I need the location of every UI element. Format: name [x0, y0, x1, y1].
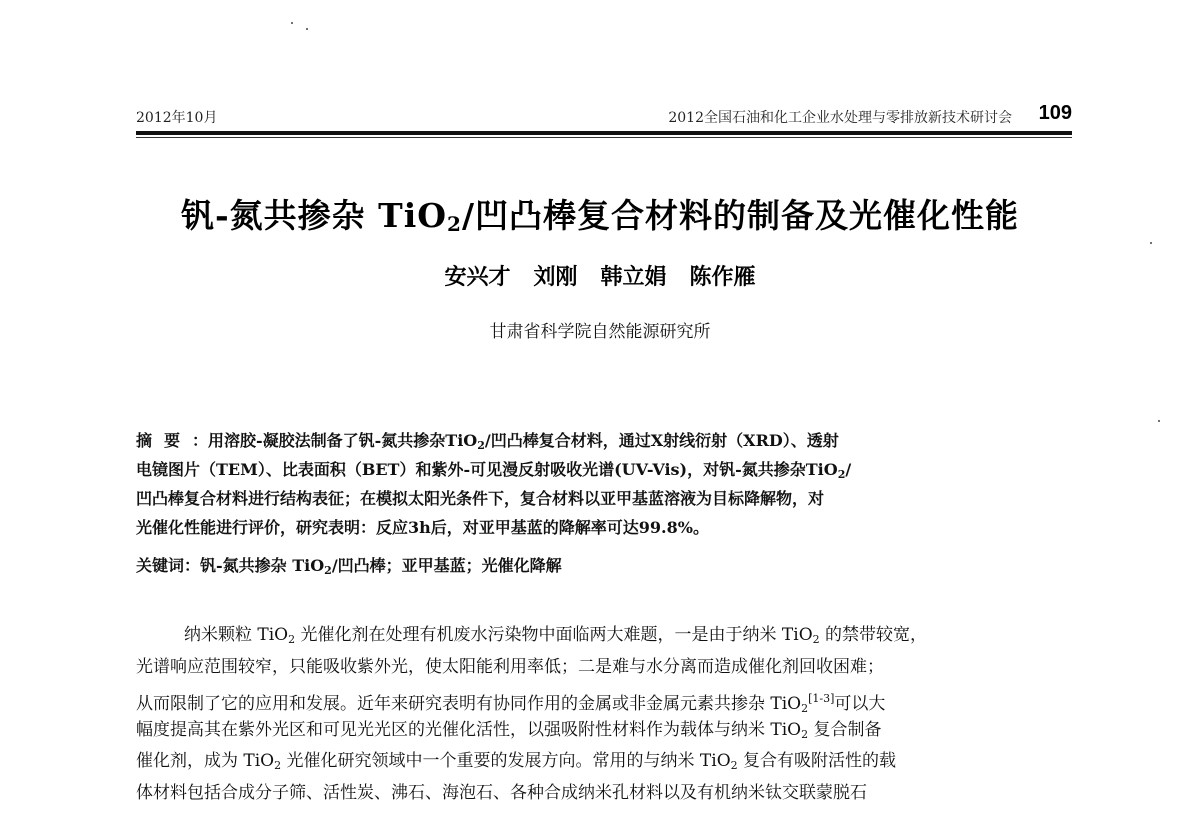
- header-rule-thin: [136, 137, 1072, 138]
- keywords-label: 关键词: [136, 556, 185, 575]
- abstract-line: 凹凸棒复合材料进行结构表征；在模拟太阳光条件下，复合材料以亚甲基蓝溶液为目标降解物，对: [136, 489, 825, 508]
- abstract-line: 电镜图片（TEM）、比表面积（BET）和紫外-可见漫反射吸收光谱(UV-Vis)，对钒-氮共掺杂TiO$_2$/: [136, 460, 852, 481]
- running-header: [136, 104, 1072, 128]
- abstract-line: 光催化性能进行评价，研究表明：反应3h后，对亚甲基蓝的降解率可达99.8%。: [136, 518, 709, 537]
- body-line: 光谱响应范围较窄，只能吸收紫外光，使太阳能利用率低；二是难与水分离而造成催化剂回收困难；: [136, 656, 884, 677]
- page-number: 109: [1038, 102, 1072, 124]
- paper-title: 钒-氮共掺杂 TiO$_2$/凹凸棒复合材料的制备及光催化性能: [180, 196, 1019, 236]
- citation-ref: [1-3]: [808, 692, 835, 705]
- scan-speck: [291, 22, 293, 24]
- body-line: 从而限制了它的应用和发展。近年来研究表明有协同作用的金属或非金属元素共掺杂 TiO$_2$[1-3]可以大: [136, 692, 886, 715]
- scan-speck: [1150, 242, 1152, 244]
- header-rule-thick: [136, 131, 1072, 135]
- body-line: 纳米颗粒 TiO$_2$ 光催化剂在处理有机废水污染物中面临两大难题，一是由于纳米 TiO$_2$ 的禁带较宽，: [184, 625, 928, 646]
- body-line: 体材料包括合成分子筛、活性炭、沸石、海泡石、各种合成纳米孔材料以及有机纳米钛交联蒙脱石: [136, 782, 867, 803]
- body-line: 幅度提高其在紫外光区和可见光光区的光催化活性，以强吸附性材料作为载体与纳米 TiO$_2$ 复合制备: [136, 719, 882, 741]
- author-name: 陈作雁: [689, 264, 756, 290]
- author-list: [0, 260, 1200, 291]
- affiliation: 甘肃省科学院自然能源研究所: [489, 322, 711, 342]
- abstract-label: 摘要: [136, 431, 193, 450]
- abstract: [136, 426, 1072, 542]
- scan-speck: [1158, 420, 1160, 422]
- author-name: 韩立娟: [600, 264, 667, 290]
- scan-speck: [306, 28, 308, 30]
- author-name: 刘刚: [533, 264, 578, 290]
- keywords: 关键词：钒-氮共掺杂 TiO$_2$/凹凸棒；亚甲基蓝；光催化降解: [136, 556, 562, 577]
- body-line: 催化剂，成为 TiO$_2$ 光催化研究领域中一个重要的发展方向。常用的与纳米 TiO$_2$ 复合有吸附活性的载: [136, 751, 897, 772]
- author-name: 安兴才: [444, 264, 511, 290]
- header-date: 2012年10月: [136, 110, 218, 126]
- body-text: [136, 620, 1072, 809]
- header-conference: 2012全国石油和化工企业水处理与零排放新技术研讨会: [668, 110, 1012, 126]
- abstract-line: 摘要：用溶胶-凝胶法制备了钒-氮共掺杂TiO$_2$/凹凸棒复合材料，通过X射线衍射（XRD）、透射: [136, 431, 839, 452]
